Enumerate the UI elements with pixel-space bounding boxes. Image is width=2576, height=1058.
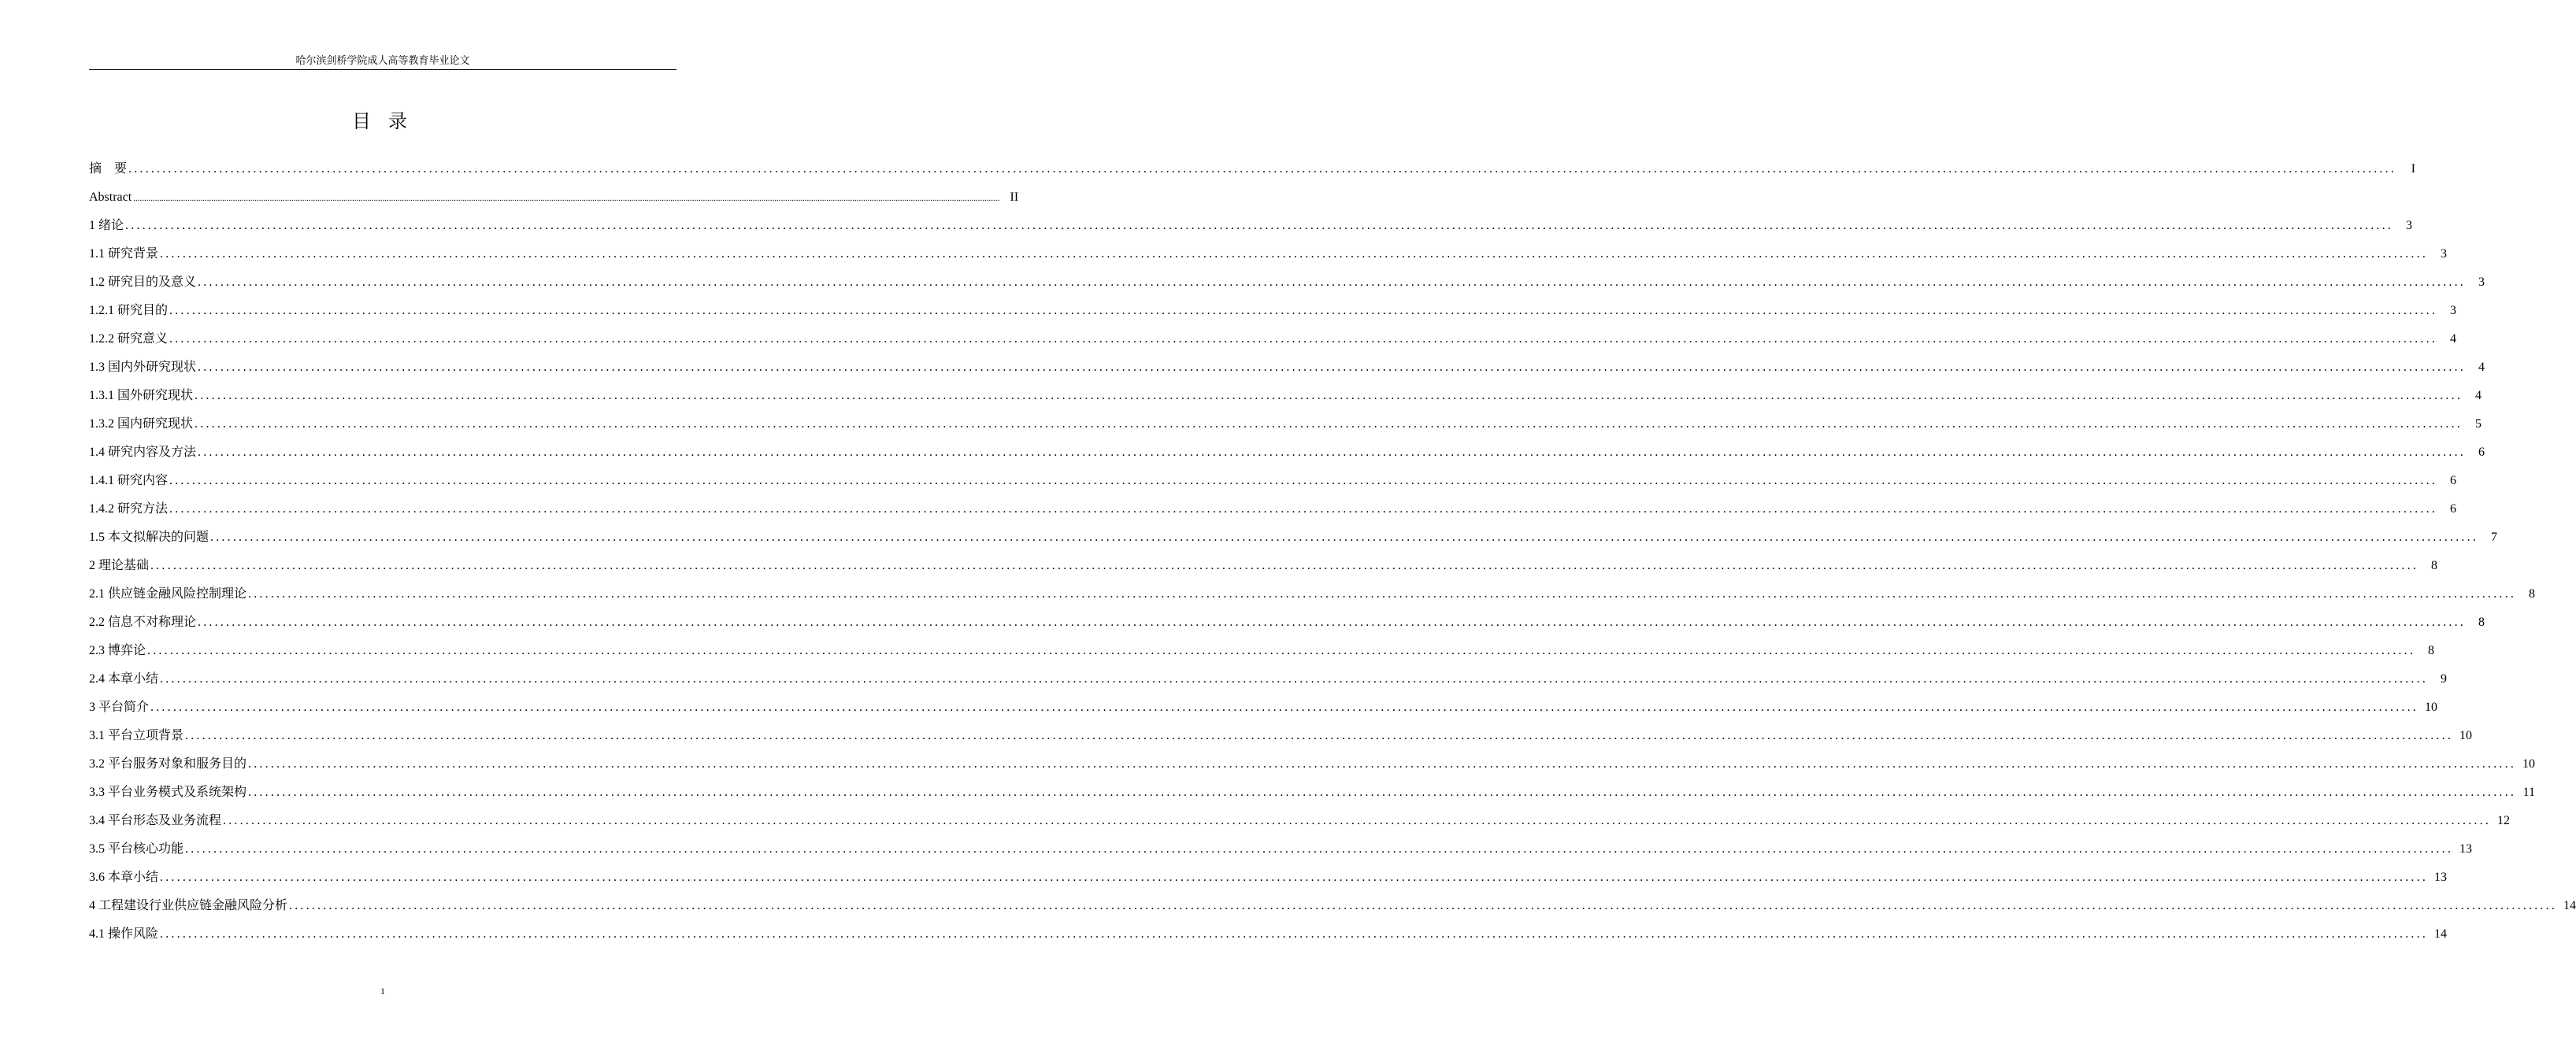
toc-entry-page: 7 bbox=[2491, 531, 2498, 544]
toc-leader-dots: ................................................................................................................................................................................................................................................................................................................................................................................................................ bbox=[150, 701, 2419, 714]
toc-entry-page: 8 bbox=[2431, 559, 2438, 572]
toc-entry[interactable] bbox=[89, 384, 2482, 412]
toc-entry-page: 8 bbox=[2478, 616, 2485, 629]
toc-entry-label: 3.5 平台核心功能 bbox=[89, 842, 184, 856]
toc-leader-dots: ................................................................................................................................................................................................................................................................................................................................................................................................................ bbox=[248, 786, 2517, 799]
toc-leader-dots: ................................................................................................................................................................................................................................................................................................................................................................................................................ bbox=[185, 842, 2454, 856]
toc-entry[interactable] bbox=[89, 923, 2448, 951]
toc-entry-label: 1.4.1 研究内容 bbox=[89, 474, 169, 487]
toc-entry-page: 10 bbox=[2522, 757, 2536, 771]
toc-entry-label: 3 平台简介 bbox=[89, 701, 150, 714]
toc-entry-page: 3 bbox=[2450, 304, 2457, 317]
toc-leader-dots: ................................................................................................................................................................................................................................................................................................................................................................................................................ bbox=[198, 361, 2467, 374]
toc-entry-label: 3.2 平台服务对象和服务目的 bbox=[89, 757, 247, 771]
toc-leader-dots: ................................................................................................................................................................................................................................................................................................................................................................................................................ bbox=[223, 814, 2492, 827]
toc-entry-label: 2.3 博弈论 bbox=[89, 644, 146, 657]
toc-entry[interactable] bbox=[89, 583, 2536, 611]
toc-entry-label: Abstract bbox=[89, 191, 132, 204]
toc-leader-dots: ................................................................................................................................................................................................................................................................................................................................................................................................................ bbox=[248, 757, 2517, 771]
toc-entry-page: 13 bbox=[2459, 842, 2473, 856]
toc-leader-dots: ................................................................................................................................................................................................................................................................................................................................................................................................................ bbox=[169, 332, 2438, 346]
toc-entry-label: 1.3 国内外研究现状 bbox=[89, 361, 197, 374]
toc-entry[interactable] bbox=[89, 356, 2485, 384]
toc-leader-dots: ................................................................................................................................................................................................................................................................................................................................................................................................................ bbox=[160, 927, 2429, 941]
toc-entry[interactable] bbox=[89, 469, 2457, 498]
toc-entry-label: 3.4 平台形态及业务流程 bbox=[89, 814, 222, 827]
toc-entry-label: 4 工程建设行业供应链金融风险分析 bbox=[89, 899, 288, 912]
toc-entry-label: 1.1 研究背景 bbox=[89, 247, 159, 261]
toc-entry[interactable] bbox=[89, 866, 2448, 894]
toc-entry-page: 8 bbox=[2428, 644, 2435, 657]
toc-leader-dots: ................................................................................................................................................................................................................................................................................................................................................................................................................ bbox=[210, 531, 2479, 544]
toc-leader-dots: ................................................................................................................................................................................................................................................................................................................................................................................................................ bbox=[198, 276, 2467, 289]
toc-entry[interactable] bbox=[89, 809, 2511, 838]
header-rule bbox=[89, 69, 676, 70]
toc-entry[interactable] bbox=[89, 441, 2485, 469]
toc-leader-dots: ................................................................................................................................................................................................................................................................................................................................................................................................................ bbox=[169, 304, 2438, 317]
toc-entry[interactable] bbox=[89, 327, 2457, 356]
toc-entry-page: 14 bbox=[2434, 927, 2448, 941]
toc-entry-page: 11 bbox=[2522, 786, 2536, 799]
toc-entry[interactable] bbox=[89, 696, 2438, 724]
toc-entry[interactable] bbox=[89, 186, 1019, 214]
running-header: 哈尔滨剑桥学院成人高等教育毕业论文 bbox=[295, 54, 470, 66]
toc-entry-page: 13 bbox=[2434, 871, 2448, 884]
toc-entry-label: 1.2.2 研究意义 bbox=[89, 332, 169, 346]
toc-leader-dots: ................................................................................................................................................................................................................................................................................................................................................................................................................ bbox=[133, 194, 1000, 203]
toc-entry-label: 4.1 操作风险 bbox=[89, 927, 159, 941]
toc-leader-dots: ................................................................................................................................................................................................................................................................................................................................................................................................................ bbox=[147, 644, 2416, 657]
toc-entry-page: 4 bbox=[2450, 332, 2457, 346]
toc-entry-label: 1.4.2 研究方法 bbox=[89, 502, 169, 516]
toc-leader-dots: ................................................................................................................................................................................................................................................................................................................................................................................................................ bbox=[185, 729, 2454, 742]
toc-leader-dots: ................................................................................................................................................................................................................................................................................................................................................................................................................ bbox=[198, 446, 2467, 459]
toc-entry-label: 2 理论基础 bbox=[89, 559, 150, 572]
toc-entry-page: 3 bbox=[2441, 247, 2448, 261]
toc-entry-page: 14 bbox=[2563, 899, 2576, 912]
toc-leader-dots: ................................................................................................................................................................................................................................................................................................................................................................................................................ bbox=[289, 899, 2558, 912]
toc-leader-dots: ................................................................................................................................................................................................................................................................................................................................................................................................................ bbox=[160, 871, 2429, 884]
toc-entry[interactable] bbox=[89, 781, 2536, 809]
toc-entry[interactable] bbox=[89, 242, 2448, 271]
toc-entry[interactable] bbox=[89, 526, 2498, 554]
toc-entry-label: 1.3.2 国内研究现状 bbox=[89, 417, 194, 431]
toc-entry[interactable] bbox=[89, 639, 2435, 668]
toc-entry-page: 6 bbox=[2450, 502, 2457, 516]
toc-entry[interactable] bbox=[89, 724, 2473, 753]
toc-entry-label: 1 绪论 bbox=[89, 219, 124, 232]
page-title: 目 录 bbox=[352, 112, 413, 132]
toc-entry-page: 8 bbox=[2529, 587, 2536, 601]
toc-leader-dots: ................................................................................................................................................................................................................................................................................................................................................................................................................ bbox=[128, 162, 2397, 176]
table-of-contents bbox=[89, 157, 2576, 951]
toc-entry-page: 6 bbox=[2478, 446, 2485, 459]
toc-entry-label: 2.4 本章小结 bbox=[89, 672, 159, 686]
toc-entry-page: I bbox=[2411, 162, 2416, 176]
toc-leader-dots: ................................................................................................................................................................................................................................................................................................................................................................................................................ bbox=[248, 587, 2517, 601]
toc-entry-page: 9 bbox=[2441, 672, 2448, 686]
toc-entry-page: 4 bbox=[2475, 389, 2482, 402]
toc-entry-page: 10 bbox=[2425, 701, 2438, 714]
toc-entry[interactable] bbox=[89, 554, 2438, 583]
toc-leader-dots: ................................................................................................................................................................................................................................................................................................................................................................................................................ bbox=[160, 672, 2429, 686]
toc-entry-label: 1.2.1 研究目的 bbox=[89, 304, 169, 317]
toc-entry[interactable] bbox=[89, 498, 2457, 526]
page-number: 1 bbox=[380, 986, 385, 997]
toc-leader-dots: ................................................................................................................................................................................................................................................................................................................................................................................................................ bbox=[150, 559, 2419, 572]
toc-entry[interactable] bbox=[89, 214, 2413, 242]
toc-leader-dots: ................................................................................................................................................................................................................................................................................................................................................................................................................ bbox=[195, 389, 2463, 402]
toc-entry-label: 3.6 本章小结 bbox=[89, 871, 159, 884]
toc-entry[interactable] bbox=[89, 271, 2485, 299]
toc-entry[interactable] bbox=[89, 611, 2485, 639]
toc-entry[interactable] bbox=[89, 894, 2576, 923]
toc-entry-page: 3 bbox=[2406, 219, 2413, 232]
toc-entry-label: 1.4 研究内容及方法 bbox=[89, 446, 197, 459]
toc-entry[interactable] bbox=[89, 838, 2473, 866]
toc-entry-label: 1.2 研究目的及意义 bbox=[89, 276, 197, 289]
toc-entry-page: 4 bbox=[2478, 361, 2485, 374]
toc-leader-dots: ................................................................................................................................................................................................................................................................................................................................................................................................................ bbox=[125, 219, 2394, 232]
toc-entry-page: 6 bbox=[2450, 474, 2457, 487]
toc-entry-label: 1.3.1 国外研究现状 bbox=[89, 389, 194, 402]
toc-entry-label: 3.3 平台业务模式及系统架构 bbox=[89, 786, 247, 799]
toc-leader-dots: ................................................................................................................................................................................................................................................................................................................................................................................................................ bbox=[169, 474, 2438, 487]
toc-entry[interactable] bbox=[89, 668, 2448, 696]
toc-entry-page: 3 bbox=[2478, 276, 2485, 289]
toc-entry-label: 2.2 信息不对称理论 bbox=[89, 616, 197, 629]
toc-entry-page: 10 bbox=[2459, 729, 2473, 742]
toc-entry[interactable] bbox=[89, 412, 2482, 441]
toc-leader-dots: ................................................................................................................................................................................................................................................................................................................................................................................................................ bbox=[195, 417, 2463, 431]
toc-entry-label: 摘 要 bbox=[89, 162, 128, 176]
toc-leader-dots: ................................................................................................................................................................................................................................................................................................................................................................................................................ bbox=[169, 502, 2438, 516]
toc-entry[interactable] bbox=[89, 753, 2536, 781]
toc-entry-page: 12 bbox=[2497, 814, 2511, 827]
toc-entry-label: 1.5 本文拟解决的问题 bbox=[89, 531, 209, 544]
toc-entry-page: II bbox=[1010, 191, 1019, 204]
toc-entry[interactable] bbox=[89, 299, 2457, 327]
toc-entry-page: 5 bbox=[2475, 417, 2482, 431]
toc-entry-label: 3.1 平台立项背景 bbox=[89, 729, 184, 742]
toc-leader-dots: ................................................................................................................................................................................................................................................................................................................................................................................................................ bbox=[198, 616, 2467, 629]
toc-leader-dots: ................................................................................................................................................................................................................................................................................................................................................................................................................ bbox=[160, 247, 2429, 261]
toc-entry-label: 2.1 供应链金融风险控制理论 bbox=[89, 587, 247, 601]
toc-entry[interactable] bbox=[89, 157, 2416, 186]
